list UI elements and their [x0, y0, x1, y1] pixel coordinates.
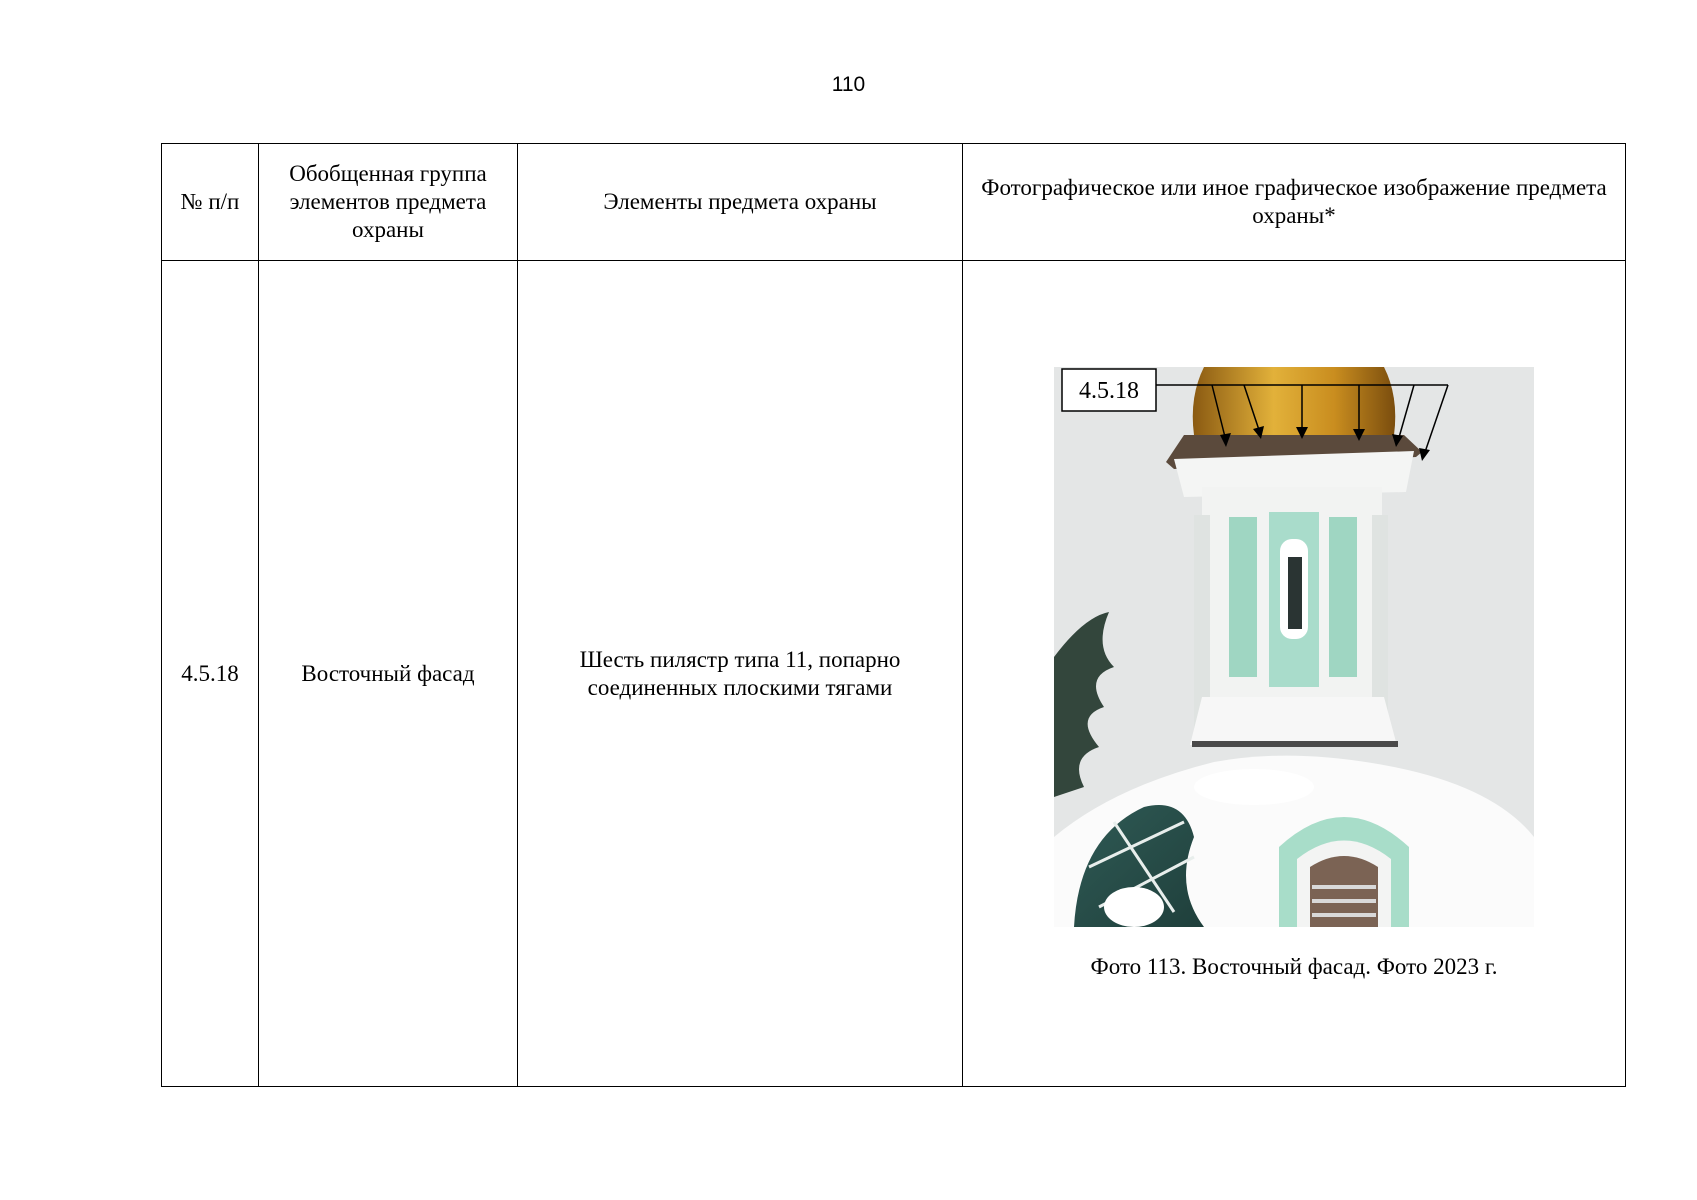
page-number: 110	[831, 73, 866, 96]
header-number: № п/п	[162, 144, 259, 261]
photo-caption: Фото 113. Восточный фасад. Фото 2023 г.	[1090, 953, 1498, 979]
photo-label: 4.5.18	[1079, 377, 1139, 404]
header-image: Фотографическое или иное графическое изображение предмета охраны*	[963, 144, 1626, 261]
header-elements: Элементы предмета охраны	[518, 144, 963, 261]
table-header-row	[162, 144, 1626, 261]
church-drum-photo	[1054, 367, 1534, 927]
table-row	[162, 261, 1626, 1087]
cell-image	[963, 261, 1626, 1087]
header-group: Обобщенная группа элементов предмета охраны	[259, 144, 518, 261]
cell-elements: Шесть пилястр типа 11, попарно соединенных плоскими тягами	[518, 261, 963, 1087]
cell-group: Восточный фасад	[259, 261, 518, 1087]
cell-number: 4.5.18	[162, 261, 259, 1087]
protection-table	[161, 143, 1626, 1087]
